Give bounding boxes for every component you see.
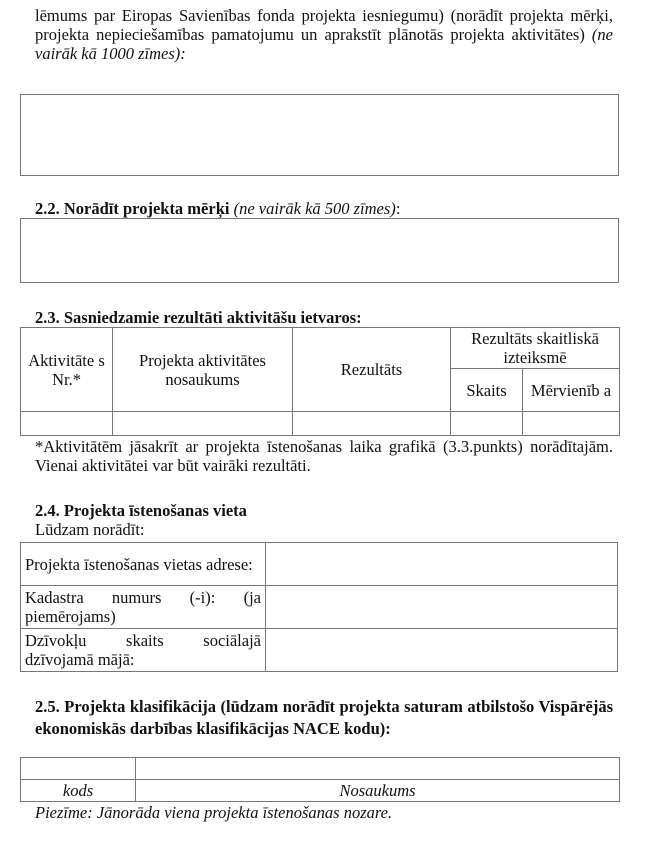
value-apartments[interactable] bbox=[266, 629, 618, 672]
table-row bbox=[21, 543, 618, 586]
project-description-field[interactable] bbox=[20, 94, 619, 176]
section-2-5-heading: 2.5. Projekta klasifikācija (lūdzam norādīt projekta saturam atbilstošo Vispārējās ekonomiskās darbības klasifikācijas NACE kodu): bbox=[35, 697, 613, 738]
cell-activity-no[interactable] bbox=[21, 412, 113, 436]
value-address[interactable] bbox=[266, 543, 618, 586]
header-activity-name: Projekta aktivitātes nosaukums bbox=[113, 328, 293, 412]
header-result: Rezultāts bbox=[293, 328, 451, 412]
cell-count[interactable] bbox=[451, 412, 523, 436]
classification-table bbox=[20, 757, 620, 802]
table-row bbox=[21, 629, 618, 672]
section-2-2-heading bbox=[35, 199, 613, 218]
intro-paragraph bbox=[35, 6, 613, 63]
code-label: kods bbox=[21, 780, 136, 802]
cell-activity-name[interactable] bbox=[113, 412, 293, 436]
header-count: Skaits bbox=[451, 369, 523, 412]
intro-text: lēmums par Eiropas Savienības fonda projekta iesniegumu) (norādīt projekta mērķi, projekta nepieciešamības pamatojumu un aprakstīt plānotās projekta aktivitātes) bbox=[35, 6, 613, 44]
value-cadastre[interactable] bbox=[266, 586, 618, 629]
label-cadastre: Kadastra numurs (-i): (ja piemērojams) bbox=[21, 586, 266, 629]
cell-result[interactable] bbox=[293, 412, 451, 436]
project-goals-field[interactable] bbox=[20, 218, 619, 283]
section-2-3-heading: 2.3. Sasniedzamie rezultāti aktivitāšu ietvaros: bbox=[35, 308, 362, 327]
intro-limit: (ne vairāk kā 1000 zīmes): bbox=[35, 25, 613, 63]
table-row bbox=[21, 586, 618, 629]
section-2-2-limit: (ne vairāk kā 500 zīmes) bbox=[233, 199, 396, 218]
label-apartments: Dzīvokļu skaits sociālajā dzīvojamā mājā: bbox=[21, 629, 266, 672]
section-2-4-subheading: Lūdzam norādīt: bbox=[35, 520, 145, 539]
section-2-2-title: 2.2. Norādīt projekta mērķi bbox=[35, 199, 230, 218]
table-row bbox=[21, 758, 620, 780]
table-row bbox=[21, 412, 620, 436]
label-address: Projekta īstenošanas vietas adrese: bbox=[21, 543, 266, 586]
colon: : bbox=[395, 199, 401, 218]
results-table bbox=[20, 327, 620, 436]
classification-note: Piezīme: Jānorāda viena projekta īstenošanas nozare. bbox=[35, 803, 393, 822]
header-activity-no: Aktivitāte s Nr.* bbox=[21, 328, 113, 412]
nace-name-field[interactable] bbox=[136, 758, 620, 780]
results-footnote: *Aktivitātēm jāsakrīt ar projekta īstenošanas laika grafikā (3.3.punkts) norādītajām. Vienai aktivitātei var būt vairāki rezultāti. bbox=[35, 437, 613, 475]
cell-unit[interactable] bbox=[523, 412, 620, 436]
nace-code-field[interactable] bbox=[21, 758, 136, 780]
location-table bbox=[20, 542, 618, 672]
section-2-4-heading: 2.4. Projekta īstenošanas vieta bbox=[35, 501, 247, 520]
header-numeric-group: Rezultāts skaitliskā izteiksmē bbox=[451, 328, 620, 369]
header-unit: Mērvienīb a bbox=[523, 369, 620, 412]
name-label: Nosaukums bbox=[136, 780, 620, 802]
